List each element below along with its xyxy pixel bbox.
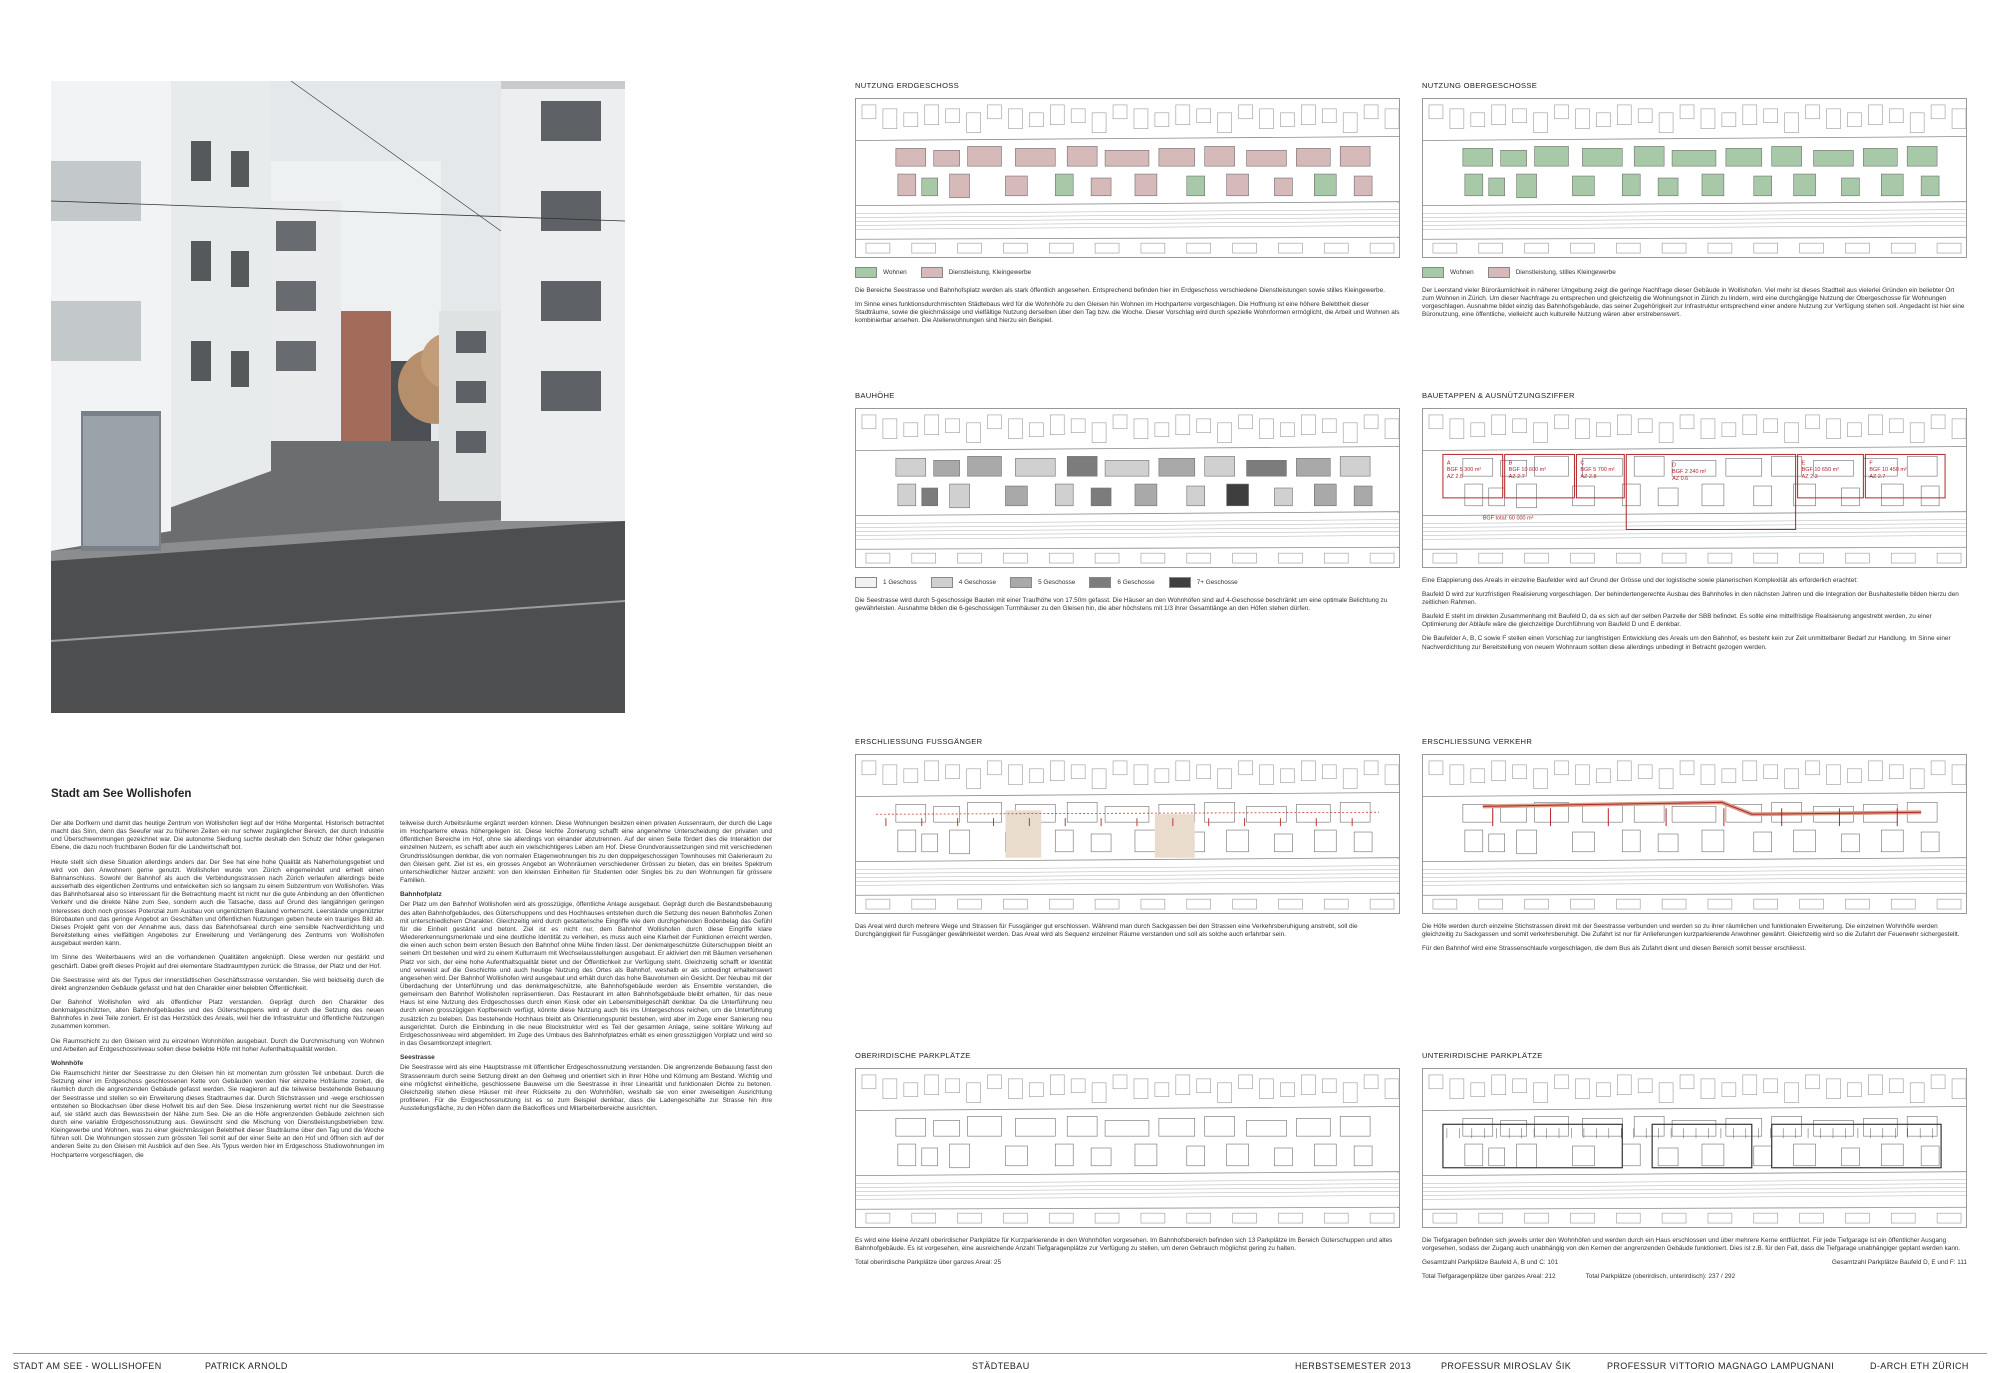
panel-title: ERSCHLIESSUNG VERKEHR [1422, 737, 1533, 746]
panel-text [855, 1237, 1400, 1273]
etappe-az: AZ 0.6 [1672, 476, 1689, 483]
paragraph: Die Seestrasse wird als eine Hauptstrasse mit öffentlicher Erdgeschossnutzung verstanden. Die angrenzende Bebauung fasst den Strassenraum durch seine Setzung direkt an den Gehweg und orientiert sich in ihrer Höhe und Körnung am Bestand. Wichtig und eine möglichst einheitliche, geschlossene Bauweise um die Seestrasse in ihrer Linearität und funktionalen Dichte zu betonen. Gleichzeitig stehen diese Häuser mit ihrer Rückseite zu den Wohnhöfen, weshalb sie von einer zweiseitigen Ausrichtung profitieren. Für die Erdgeschossnutzung ist es so zum Beispiel denkbar, dass die Ladengeschäfte zur Strasse hin ihre Ausstellungsfläche, zu den Höfen dann die Backoffices und Mitarbeiterbereiche ausrichten. [400, 1064, 772, 1113]
footer-divider [13, 1353, 1987, 1354]
paragraph: Die Seestrasse wird durch 5-geschossige Bauten mit einer Traufhöhe von 17.50m gefasst. Die Häuser an den Wohnhöfen sind auf 4-Geschosse beschränkt um eine optimale Belichtung zu gewährleisten. Ausnahme bilden die 6-geschossigen Turmhäuser zu den Gleisen hin, die aber höchstens mit 1/3 ihrer Gesamtlänge an den Höfen stehen dürfen. [855, 597, 1388, 613]
footer-professor-2: PROFESSUR VITTORIO MAGNAGO LAMPUGNANI [1607, 1361, 1835, 1371]
project-title: Stadt am See Wollishofen [51, 788, 192, 800]
panel-bauhoehe [855, 391, 1400, 691]
legend-label: Wohnen [883, 268, 907, 276]
panel-nutzung-obergeschosse [1422, 81, 1967, 381]
paragraph: Der Leerstand vieler Büroräumlichkeit in näherer Umgebung zeigt die geringe Nachfrage dieser Gebäude in Wollishofen. Viel mehr ist dieses Stadtteil aus vielerlei Gründen ein beliebter Ort zum Wohnen in Zürich. Um dieser Nachfrage zu entsprechen und gleichzeitig die Wohnungsnot in Zürich zu lindern, wird eine durchgängige Nutzung der Obergeschosse für Wohnungen vorgeschlagen. Ausnahme bildet einzig das Bahnhofsgebäude, das seiner Zugehörigkeit zur Infrastruktur entsprechend einer andere Nutzung zur Verfügung stehen soll. Angedacht ist hier eine Büronutzung, eine öffentliche, vielleicht auch kulturelle Nutzung wären aber erstrebenswert. [1422, 287, 1965, 319]
street-photo [51, 81, 625, 713]
panel-title: BAUHÖHE [855, 391, 895, 400]
panel-nutzung-erdgeschoss [855, 81, 1400, 381]
legend-label: Wohnen [1450, 268, 1474, 276]
legend-swatch [855, 577, 877, 588]
parking-totals-row [1422, 1273, 1967, 1281]
etappe-bgf: BGF 10 650 m² [1801, 467, 1839, 474]
paragraph: Der alte Dorfkern und damit das heutige Zentrum von Wollishofen liegt auf der Höhe Morgental. Historisch betrachtet macht das Sinn, denn das Seeufer war zu früheren Zeiten ein nur schwer zugänglicher Bereich, der durch Industrie und Überschwemmungen gezeichnet war. Die autonome Siedlung suchte deshalb den Schutz der höher gelegenen Ebene, die dazu noch fruchtbaren Boden für die Landwirtschaft bot. [51, 820, 384, 852]
etappe-bgf: BGF 10 600 m² [1508, 467, 1547, 474]
etappe-letter: E [1801, 460, 1806, 467]
panel-text [1422, 577, 1967, 658]
paragraph: Die Höfe werden durch einzelne Stichstrassen direkt mit der Seestrasse verbunden und werden so zu ihrer räumlichen und funktionalen Erweiterung. Die einzelnen Wohnhöfe werden gleichzeitig zu Sackgassen und somit verkehrsberuhigt. Die Zufahrt ist nur für Anlieferungen kurzparkierende Anwohner gewährt. Gleichzeitig wird so die Zufahrt der Feuerwehr sichergestellt. [1422, 923, 1960, 939]
parking-total-all: Total Parkplätze (oberirdisch, unterirdisch): 237 / 292 [1585, 1273, 1736, 1281]
section-heading-wohnhoefe: Wohnhöfe [51, 1059, 84, 1067]
legend-swatch [855, 267, 877, 278]
site-plan-map [855, 98, 1400, 258]
footer-project: STADT AM SEE - WOLLISHOFEN [13, 1361, 162, 1371]
panel-title: NUTZUNG ERDGESCHOSS [855, 81, 960, 90]
panel-text [1422, 1237, 1967, 1281]
legend-label: 7+ Geschosse [1196, 578, 1238, 586]
legend-item [1488, 267, 1616, 278]
site-plan-map [855, 754, 1400, 914]
legend-label: 4 Geschosse [958, 578, 997, 586]
panel-title: OBERIRDISCHE PARKPLÄTZE [855, 1051, 971, 1060]
panel-oberirdische-parkplaetze [855, 1051, 1400, 1351]
paragraph: Im Sinne eines funktionsdurchmischten Städtebaus wird für die Wohnhöfe zu den Gleisen hin Wohnen im Hochparterre vorgeschlagen. Die Hoffnung ist eine höhere Belebtheit dieser Stadträume, sowie die gleichmässige und vielfältige Nutzung derselben über den Tag bzw. die Woche. Dieser Vorschlag wird durch spezielle Wohnformen ermöglicht, die Arbeit und Wohnen als kombinierbar ansehen. Die Atelierwohnungen sind hierzu ein Beispiel. [855, 301, 1400, 325]
paragraph: Die Bereiche Seestrasse und Bahnhofsplatz werden als stark öffentlich angesehen. Entsprechend befinden hier im Erdgeschoss verschiedene Dienstleistungen sowie stilles Kleingewerbe. [855, 287, 1385, 294]
panel-unterirdische-parkplaetze [1422, 1051, 1967, 1351]
text-column-2 [400, 820, 772, 1119]
legend-swatch [921, 267, 943, 278]
legend-label: 6 Geschosse [1117, 578, 1155, 586]
legend-swatch [1169, 577, 1191, 588]
parking-counts-row [1422, 1259, 1967, 1267]
legend [855, 265, 1031, 279]
panel-title: BAUETAPPEN & AUSNÜTZUNGSZIFFER [1422, 391, 1575, 400]
legend-swatch [1488, 267, 1510, 278]
legend-item [1010, 577, 1075, 588]
paragraph: Die Seestrasse wird als der Typus der innerstädtischen Geschäftsstrasse verstanden. Sie wird beidseitig durch die direkt angrenzenden Gebäude gefasst und hat den Charakter einer belebten Öffentlichkeit. [51, 976, 384, 992]
legend-label: 1 Geschoss [883, 578, 917, 586]
legend-item [1422, 267, 1474, 278]
legend-label: 5 Geschosse [1038, 578, 1076, 586]
section-heading-seestrasse: Seestrasse [400, 1054, 435, 1062]
paragraph: Im Sinne des Weiterbauens wird an die vorhandenen Qualitäten angeknüpft. Diese werden nur gestärkt und geschärft. Dabei greift dieses Projekt auf drei elementare Stadtraumtypen zurück: die Strasse, der Platz und der Hof. [51, 954, 384, 970]
panel-title: ERSCHLIESSUNG FUSSGÄNGER [855, 737, 983, 746]
etappe-az: AZ 2.8 [1580, 474, 1597, 481]
etappe-az: AZ 2.7 [1508, 474, 1525, 481]
footer-subject: STÄDTEBAU [972, 1361, 1030, 1371]
paragraph: Baufeld D wird zur kurzfristigen Realisierung vorgeschlagen. Der behindertengerechte Ausbau des Bahnhofes in den nächsten Jahren und die Integration der Bushaltestelle bilden hierzu den zeitlichen Rahmen. [1422, 591, 1959, 607]
panel-title: UNTERIRDISCHE PARKPLÄTZE [1422, 1051, 1543, 1060]
paragraph: Die Baufelder A, B, C sowie F stellen einen Vorschlag zur langfristigen Entwicklung des Areals um den Bahnhof, es besteht kein zur Zeit unmittelbarer Bedarf zur Handlung. Im Sinne einer Nachverdichtung zur Bereitstellung von neuem Wohnraum sollten diese allerdings unbedingt in Betracht gezogen werden. [1422, 635, 1951, 651]
legend-item [855, 577, 917, 588]
etappe-bgf: BGF 10 450 m² [1869, 467, 1907, 474]
site-plan-map [1422, 98, 1967, 258]
legend-swatch [931, 577, 953, 588]
paragraph: Die Raumschicht hinter der Seestrasse zu den Gleisen hin ist momentan zum grössten Teil unbebaut. Durch die Setzung einer im Erdgeschoss geschlossenen Kette von Gebäuden werden hier einzelne Hofräume zoniert, die räumlich durch die angrenzenden Gebäude gefasst werden. Sie reagieren auf die teilweise bestehende Bebauung der Seestrasse und stellen so ein Erweiterung dieses Stadtraumes dar. Durch Stichstrassen und -wege erschlossen entstehen so Blockachsen über diese Hofwelt bis auf den See. Diese Inszenierung wertet nicht nur die Seestrasse auf, sie stärkt auch das Bewusstsein der Nähe zum See. Die an die Höfe angrenzenden Gebäude zeichnen sich durch eine variable Erdgeschossnutzung aus. Gewünscht sind die Mischung von Dienstleistungsbetrieben bzw. Kleingewerbe und Wohnen, was zu einer gleichmässigen Belebtheit dieser Stadträume über den Tag und die Woche führen soll. Die Wohnungen stossen zum grössten Teil somit auf der einer Seite an den Hof und öffnen sich auf der anderen Seite zu den Gleisen mit Ausblick auf den See. Als Typus werden hier im Erdgeschoss Studiowohnungen im Hochparterre vorgeschlagen, die [51, 1070, 384, 1159]
paragraph: Die Raumschicht zu den Gleisen wird zu einzelnen Wohnhöfen ausgebaut. Durch die Durchmischung von Wohnen und Arbeiten auf Erdgeschossniveau sollen diese beliebte Höfe mit hoher Aufenthaltsqualität werden. [51, 1037, 384, 1053]
legend [1422, 265, 1616, 279]
panel-title: NUTZUNG OBERGESCHOSSE [1422, 81, 1538, 90]
etappe-letter: F [1869, 460, 1873, 467]
legend-item [921, 267, 1031, 278]
etappe-az: AZ 2.3 [1801, 474, 1818, 481]
legend-label: Dienstleistung, stilles Kleingewerbe [1515, 268, 1616, 276]
paragraph: teilweise durch Arbeitsräume ergänzt werden können. Diese Wohnungen besitzen einen privaten Aussenraum, der durch die Lage im Hochparterre etwas höhergelegen ist. Diese leichte Zonierung schafft eine angenehme Unterscheidung der privaten und öffentlichen Bereiche im Hof, ohne sie allerdings von einander abzutrennen. Auf der einen Seite fördert dies die Interaktion der einzelnen Nutzern, es schafft aber auch ein vielschichtigeres Leben am Hof. Diese Grundvoraussetzungen sind mit verschiedenen Grundrisslösungen denkbar, die von normalen Etagenwohnungen bis zu den doppelgeschossigen Townhouses mit Galerieraum zu den Gleisen geht. Ziel ist es, ein grosses Angebot an Wohnräumen verschiedener Grössen zu bieten, das ein breites Spektrum unterschiedlicher Nutzer anzieht: von den kleinsten Einheiten für Studenten oder Singles bis zu den Wohnungen für grössere Familien. [400, 820, 772, 885]
paragraph: Für den Bahnhof wird eine Strassenschlaufe vorgeschlagen, die dem Bus als Zufahrt dient und diesen Bereich somit besser erschliesst. [1422, 945, 1806, 953]
legend-swatch [1010, 577, 1032, 588]
site-plan-map [1422, 408, 1967, 568]
site-plan-map [1422, 754, 1967, 914]
site-plan-map [855, 408, 1400, 568]
parking-count-def: Gesamtzahl Parkplätze Baufeld D, E und F: 111 [1831, 1259, 1967, 1267]
paragraph: Die Tiefgaragen befinden sich jeweils unter den Wohnhöfen und werden durch ein Haus erschlossen und über mehrere Kerne entflüchtet. Für jede Tiefgarage ist ein öffentlicher Ausgang vorgesehen, sodass der Zugang auch unabhängig von den Kernen der angrenzenden Gebäude funktioniert. Dies ist z.B. für den Fall, dass die Tiefgarage unabhängiger geplant werden kann. [1422, 1237, 1961, 1253]
panel-bauetappen [1422, 391, 1967, 691]
etappe-bgf: BGF 5 700 m² [1580, 467, 1615, 474]
legend-label: Dienstleistung, Kleingewerbe [948, 268, 1032, 276]
paragraph: Heute stellt sich diese Situation allerdings anders dar. Der See hat eine hohe Qualität als Naherholungsgebiet und wird von den Anwohnern gerne genutzt. Wollishofen wurde von Zürich eingemeindet und erhielt einen Bahnanschluss. Sowohl der Bahnhof als auch die Verbindungsstrassen nach Zürich verlaufen allerdings beide ausserhalb des eigentlichen Zentrums und entwickelten sich so langsam zu einem Subzentrum von Wollishofen. Was das Bahnhofsareal also so interessant für die Betrachtung macht ist nicht nur die gute Anbindung an den öffentlichen Verkehr und die direkte Nähe zum See, sondern auch die Tatsache, dass auf Grund des langjährigen geringen Interesses doch noch grosses Potenzial zum Ausbau von ungenütztem Bauland vorherrscht. Leerstände ungenützter Bürobauten und das geringe Angebot an Geschäften und öffentlichen Nutzungen geben heute ein trauriges Bild ab. Dieses Projekt geht von der Annahme aus, dass das Bahnhofsareal durch eine sensible Nachverdichtung und Bereitstellung eines vielfältigen Angebotes zur Erweiterung und Verlängerung des Zentrums von Wollishofen ausgebaut werden kann. [51, 858, 384, 948]
paragraph: Der Platz um den Bahnhof Wollishofen wird als grosszügige, öffentliche Anlage ausgebaut. Geprägt durch die Bestandsbebauung des alten Bahnhofgebäudes, des Güterschuppens und des Hochhauses entstehen durch die Setzung des neuen Bahnhofes Zonen mit unterschiedlichem Charakter. Gleichzeitig wird durch gestalterische Eingriffe wie dem durchgehenden Bodenbelag das Gefühl für die Einheit gestärkt und betont. Ziel ist es nicht nur, dem Bahnhof Wollishofen durch diese Eingriffe klare Wiedererkennungsmerkmale und eine deutliche Identität zu verleihen, es muss auch eine Klarheit der Funktionen erreicht werden, die einen auch schon beim ersten Besuch den Bahnhof ohne Mühe finden lässt. Der denkmalgeschützte Güterschuppen bleibt an seinem Ort bestehen und wird zu einem Kulturraum mit Wechselausstellungen ausgebaut. Er aktiviert den mit Bäumen versehenen Platz vor sich, der eine hohe Aufenthaltsqualität bietet und der Öffentlichkeit zur Verfügung steht. Gleichzeitig schafft er Identität und verweist auf die Geschichte und auch heutige Nutzung des Ortes als Bahnhof, weshalb er als unbedingt erhaltenswert angesehen wird. Der Bahnhof Wollishofen wird ausgebaut und erhält durch das hohe Bauvolumen ein Gesicht. Der Neubau mit der Überdachung der Unterführung und das denkmalgeschützte, alte Bahnhofsgebäude werden als Ensemble verstanden, die gemeinsam den Bahnhof Wollishofen repräsentieren. Das Restaurant im alten Bahnhofsgebäude bleibt erhalten, für das neue Haus ist eine Nutzung des Erdgeschosses durch einen Kiosk oder ein Lebensmittelgeschäft denkbar. Da die Unterführung neu durch einen grosszügigen Kopfbereich verfügt, könnte diese Nutzung auch bis ins Untergeschoss reichen, um die Unterführung zusätzlich zu beleben. Das bestehende Hochhaus bleibt als Orientierungspunkt bestehen, wird aber im Zuge einer Sanierung neu ausgerichtet. Durch die Einbindung in die neue Blockstruktur wird es Teil der gesamten Anlage, seine solitäre Wirkung auf Erdgeschossniveau wird abgemildert. Im Zuge des Umbaus des Bahnhofplatzes erhält es einen grosszügigen Vorplatz und wird so in das Gesamtkonzept integriert. [400, 901, 772, 1048]
section-heading-bahnhofplatz: Bahnhofplatz [400, 891, 442, 899]
footer-author: PATRICK ARNOLD [205, 1361, 288, 1371]
etappe-letter: A [1446, 460, 1451, 467]
panel-text [1422, 923, 1967, 959]
panel-text [855, 597, 1400, 619]
footer-semester: HERBSTSEMESTER 2013 [1295, 1361, 1412, 1371]
text-column-1 [51, 820, 384, 1166]
etappe-letter: C [1580, 460, 1585, 467]
etappe-letter: B [1508, 460, 1513, 467]
legend-item [1089, 577, 1154, 588]
footer-professor-1: PROFESSUR MIROSLAV ŠIK [1441, 1361, 1572, 1371]
legend-item [855, 267, 907, 278]
etappe-az: AZ 2.7 [1869, 474, 1886, 481]
parking-total: Total oberirdische Parkplätze über ganzes Areal: 25 [855, 1259, 1002, 1267]
panel-erschliessung-verkehr [1422, 737, 1967, 1037]
etappe-bgf: BGF 2 240 m² [1672, 469, 1707, 476]
legend-item [931, 577, 996, 588]
panel-text [1422, 287, 1967, 325]
paragraph: Baufeld E steht im direkten Zusammenhang mit Baufeld D, da es sich auf der selben Parzelle der SBB befindet. Es sollte eine mittelfristige Realisierung angestrebt werden, zu einer Optimierung der Abläufe wäre die gleichzeitige Durchführung von Baufeld D und E denkbar. [1422, 613, 1932, 629]
panel-erschliessung-fussgaenger [855, 737, 1400, 1037]
etappe-az: AZ 2.6 [1446, 474, 1464, 481]
etappe-letter: D [1672, 462, 1677, 469]
panel-text [855, 923, 1400, 945]
footer-school: D-ARCH ETH ZÜRICH [1870, 1361, 1969, 1371]
site-plan-map [1422, 1068, 1967, 1228]
legend-item [1169, 577, 1238, 588]
legend-swatch [1422, 267, 1444, 278]
parking-count-abc: Gesamtzahl Parkplätze Baufeld A, B und C: 101 [1422, 1259, 1559, 1267]
paragraph: Es wird eine kleine Anzahl oberirdischer Parkplätze für Kurzparkierende in den Wohnhöfen vorgesehen. Im Bahnhofsbereich befinden sich 13 Parkplätze im Bereich Güterschuppen und altes Bahnhofgebäude. Es ist vorgesehen, eine ausreichende Anzahl Tiefgaragenplätze zur Verfügung zu stellen, um deren Gebrauch möglichst gering zu halten. [855, 1237, 1393, 1253]
legend [855, 575, 1238, 589]
paragraph: Eine Etappierung des Areals in einzelne Baufelder wird auf Grund der Grösse und der logistische sowie planerischen Komplexität als erforderlich erachtet: [1422, 577, 1858, 584]
etappe-bgf: BGF 5 300 m² [1446, 467, 1482, 474]
parking-total-tg: Total Tiefgaragenplätze über ganzes Areal: 212 [1422, 1273, 1556, 1281]
paragraph: Der Bahnhof Wollishofen wird als öffentlicher Platz verstanden. Geprägt durch den Charakter des denkmalgeschützten, alten Bahnhofgebäudes und des Güterschuppens wird er durch die Setzung des neuen Bahnhofes in zwei Teile zoniert. Er ist das Herzstück des Areals, weil hier die Infrastruktur und öffentliche Nutzungen zusammen kommen. [51, 998, 384, 1031]
site-plan-map [855, 1068, 1400, 1228]
bgf-total: BGF total: 60 000 m² [1482, 515, 1534, 522]
panel-text [855, 287, 1400, 331]
legend-swatch [1089, 577, 1111, 588]
paragraph: Das Areal wird durch mehrere Wege und Strassen für Fussgänger gut erschlossen. Während man durch Sackgassen bei den Strassen eine Verkehrsberuhigung anstrebt, soll die Durchgängigkeit für Fussgänger gewährleistet werden. Das Areal wird als Sequenz einzelner Räume verstanden und soll als solche auch erfahrbar sein. [855, 923, 1358, 939]
